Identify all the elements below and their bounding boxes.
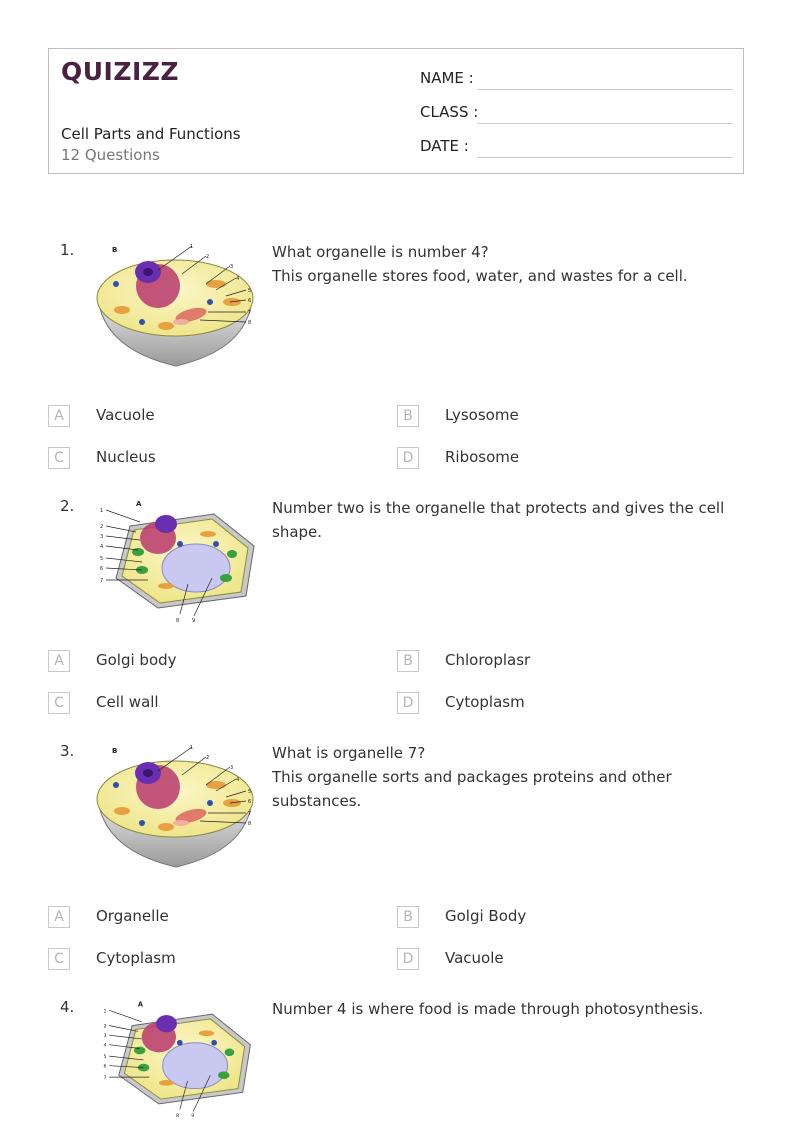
svg-text:3: 3 (230, 765, 234, 771)
option-letter[interactable]: B (397, 650, 419, 672)
option-letter[interactable]: A (48, 650, 70, 672)
svg-text:8: 8 (248, 821, 252, 827)
option-letter[interactable]: C (48, 692, 70, 714)
svg-text:7: 7 (100, 578, 104, 584)
animal-cell-diagram (96, 741, 256, 871)
svg-text:9: 9 (191, 1114, 195, 1120)
question-number: 3. (60, 742, 75, 760)
question-text: What organelle is number 4? This organelle stores food, water, and wastes for a cell. (272, 243, 688, 285)
option-text[interactable]: Chloroplasr (445, 651, 531, 669)
quizizz-logo: QUIZIZZ (61, 57, 180, 86)
svg-text:1: 1 (103, 1009, 107, 1015)
worksheet-header (48, 48, 744, 174)
svg-text:2: 2 (103, 1024, 107, 1030)
animal-cell-diagram (96, 240, 256, 370)
svg-text:A: A (136, 500, 142, 508)
question-number: 1. (60, 241, 75, 259)
svg-text:8: 8 (176, 1114, 180, 1120)
option-letter[interactable]: B (397, 405, 419, 427)
option-text[interactable]: Vacuole (445, 949, 504, 967)
option-letter[interactable]: C (48, 948, 70, 970)
name-line[interactable] (477, 89, 733, 90)
svg-text:2: 2 (206, 254, 210, 260)
question-text: Number two is the organelle that protects and gives the cell shape. (272, 499, 725, 541)
svg-text:B: B (112, 747, 118, 755)
svg-text:A: A (137, 1000, 144, 1009)
option-letter[interactable]: D (397, 447, 419, 469)
svg-text:7: 7 (248, 310, 252, 316)
svg-text:5: 5 (103, 1055, 107, 1061)
class-label: CLASS : (420, 103, 479, 121)
svg-text:3: 3 (230, 264, 234, 270)
question-number: 2. (60, 497, 75, 515)
svg-text:8: 8 (176, 618, 180, 624)
svg-text:8: 8 (248, 320, 252, 326)
option-letter[interactable]: D (397, 692, 419, 714)
option-text[interactable]: Vacuole (96, 406, 155, 424)
option-text[interactable]: Nucleus (96, 448, 156, 466)
question-number: 4. (60, 998, 75, 1016)
svg-text:B: B (112, 246, 118, 254)
option-text[interactable]: Cell wall (96, 693, 159, 711)
svg-text:1: 1 (190, 745, 194, 751)
svg-text:1: 1 (190, 244, 194, 250)
svg-text:2: 2 (206, 755, 210, 761)
svg-text:7: 7 (103, 1076, 107, 1082)
question-text: What is organelle 7? This organelle sorts and packages proteins and other substances. (272, 744, 672, 810)
option-letter[interactable]: A (48, 405, 70, 427)
svg-text:5: 5 (100, 556, 104, 562)
svg-text:4: 4 (103, 1043, 107, 1049)
option-letter[interactable]: B (397, 906, 419, 928)
question-text: Number 4 is where food is made through photosynthesis. (272, 1000, 704, 1018)
option-text[interactable]: Golgi Body (445, 907, 527, 925)
svg-text:5: 5 (248, 789, 252, 795)
option-letter[interactable]: C (48, 447, 70, 469)
option-text[interactable]: Cytoplasm (445, 693, 525, 711)
name-label: NAME : (420, 69, 474, 87)
svg-text:9: 9 (192, 618, 196, 624)
date-label: DATE : (420, 137, 469, 155)
option-text[interactable]: Golgi body (96, 651, 177, 669)
svg-text:6: 6 (103, 1064, 107, 1070)
date-line[interactable] (477, 157, 733, 158)
svg-text:4: 4 (100, 544, 104, 550)
option-text[interactable]: Organelle (96, 907, 169, 925)
svg-text:2: 2 (100, 524, 104, 530)
svg-text:1: 1 (100, 508, 104, 514)
svg-text:7: 7 (248, 811, 252, 817)
svg-text:6: 6 (100, 566, 104, 572)
plant-cell-diagram (96, 997, 256, 1121)
worksheet-title: Cell Parts and Functions (61, 125, 241, 143)
svg-text:4: 4 (236, 777, 240, 783)
class-line[interactable] (477, 123, 733, 124)
option-text[interactable]: Lysosome (445, 406, 519, 424)
question-count: 12 Questions (61, 146, 160, 164)
svg-text:6: 6 (248, 298, 252, 304)
option-letter[interactable]: D (397, 948, 419, 970)
svg-text:5: 5 (248, 288, 252, 294)
option-text[interactable]: Ribosome (445, 448, 520, 466)
svg-text:6: 6 (248, 799, 252, 805)
svg-text:3: 3 (103, 1034, 107, 1040)
option-text[interactable]: Cytoplasm (96, 949, 176, 967)
option-letter[interactable]: A (48, 906, 70, 928)
svg-text:4: 4 (236, 276, 240, 282)
plant-cell-diagram (96, 496, 256, 626)
svg-text:3: 3 (100, 534, 104, 540)
